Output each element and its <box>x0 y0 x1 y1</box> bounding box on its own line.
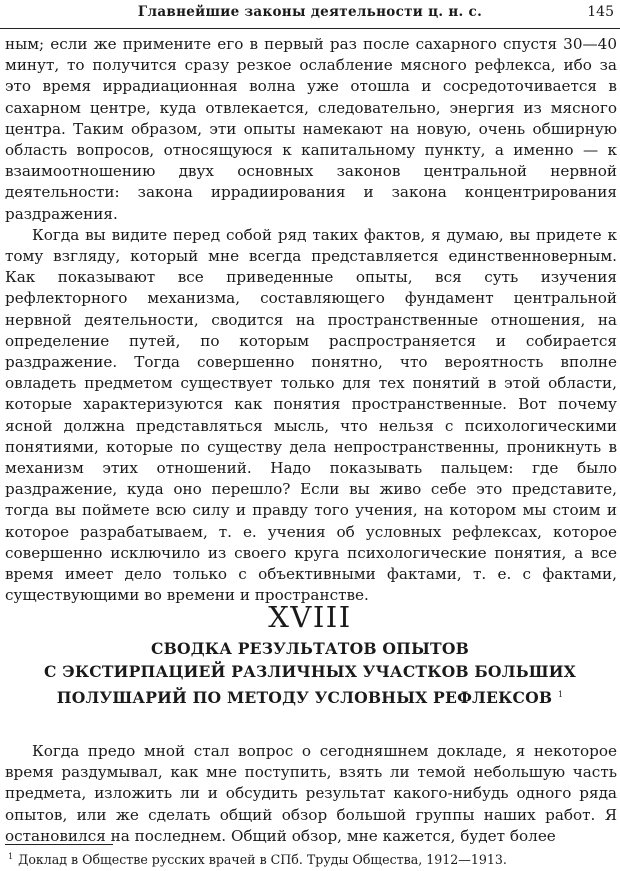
footnote <box>8 848 608 869</box>
footnote-reference[interactable]: 1 <box>557 690 564 699</box>
chapter-title <box>40 637 580 709</box>
footnote-rule <box>5 844 113 845</box>
page-header <box>0 0 620 32</box>
paragraph: Когда вы видите перед собой ряд таких фактов, я думаю, вы придете к тому взгляду, который мне всегда представляется единственноверным. Как показывают все приведенные опыты, вся суть изучения рефлекторного механизма, составляющего фундамент центральной нервной деятельности, сводится на пространственные отношения, на определение путей, по которым распространяется и собирается раздражение. Тогда совершенно понятно, что вероятность вполне овладеть предметом существует только для тех понятий в этой области, которые характеризуются как понятия пространственные. Вот почему ясной должна представляться мысль, что нельзя с психологическими понятиями, которые по существу дела непространственны, проникнуть в механизм этих отношений. Надо показывать пальцем: где было раздражение, куда оно перешло? Если вы живо себе это представите, тогда вы поймете всю силу и правду того учения, на котором мы стоим и которое разрабатываем, т. е. учения об условных рефлексах, которое совершенно исключило из своего круга психологические понятия, а все время имеет дело только с объективными фактами, т. е. с фактами, существующими во времени и пространстве. <box>5 225 617 605</box>
footnote-marker: 1 <box>8 852 14 861</box>
page-number: 145 <box>587 4 614 20</box>
chapter-title-line: СВОДКА РЕЗУЛЬТАТОВ ОПЫТОВ <box>150 639 470 658</box>
footnote-text: Доклад в Обществе русских врачей в СПб. Труды Общества, 1912—1913. <box>18 852 507 868</box>
paragraph-continued: ным; если же примените его в первый раз после сахарного спустя 30—40 минут, то получится сразу резкое ослабление мясного рефлекса, ибо за это время иррадиационная волна уже отошла и сосредоточивается в сахарном центре, куда отвлекается, следовательно, энергия из мясного центра. Таким образом, эти опыты намекают на новую, очень обширную область вопросов, относящуюся к капитальному пункту, а именно — к взаимоотношению двух основных законов центральной нервной деятельности: закона иррадиирования и закона концентрирования раздражения. <box>5 35 617 223</box>
chapter-title-line <box>40 683 580 709</box>
body-text <box>5 34 617 606</box>
chapter-title-text: ПОЛУШАРИЙ ПО МЕТОДУ УСЛОВНЫХ РЕФЛЕКСОВ <box>56 688 553 708</box>
running-head: Главнейшие законы деятельности ц. н. с. <box>137 4 483 20</box>
intro-paragraph: Когда предо мной стал вопрос о сегодняшнем докладе, я некоторое время раздумывал, как мне поступить, взять ли темой небольшую часть предмета, изложить ли и обсудить результат какого-нибудь одного ряда опытов, или же сделать общий обзор большой группы наших работ. Я остановился на последнем. Общий обзор, мне кажется, будет более <box>5 742 617 845</box>
chapter-number: XVIII <box>268 600 352 634</box>
chapter-title-line: С ЭКСТИРПАЦИЕЙ РАЗЛИЧНЫХ УЧАСТКОВ БОЛЬШИХ <box>44 662 576 681</box>
header-rule <box>0 28 620 29</box>
